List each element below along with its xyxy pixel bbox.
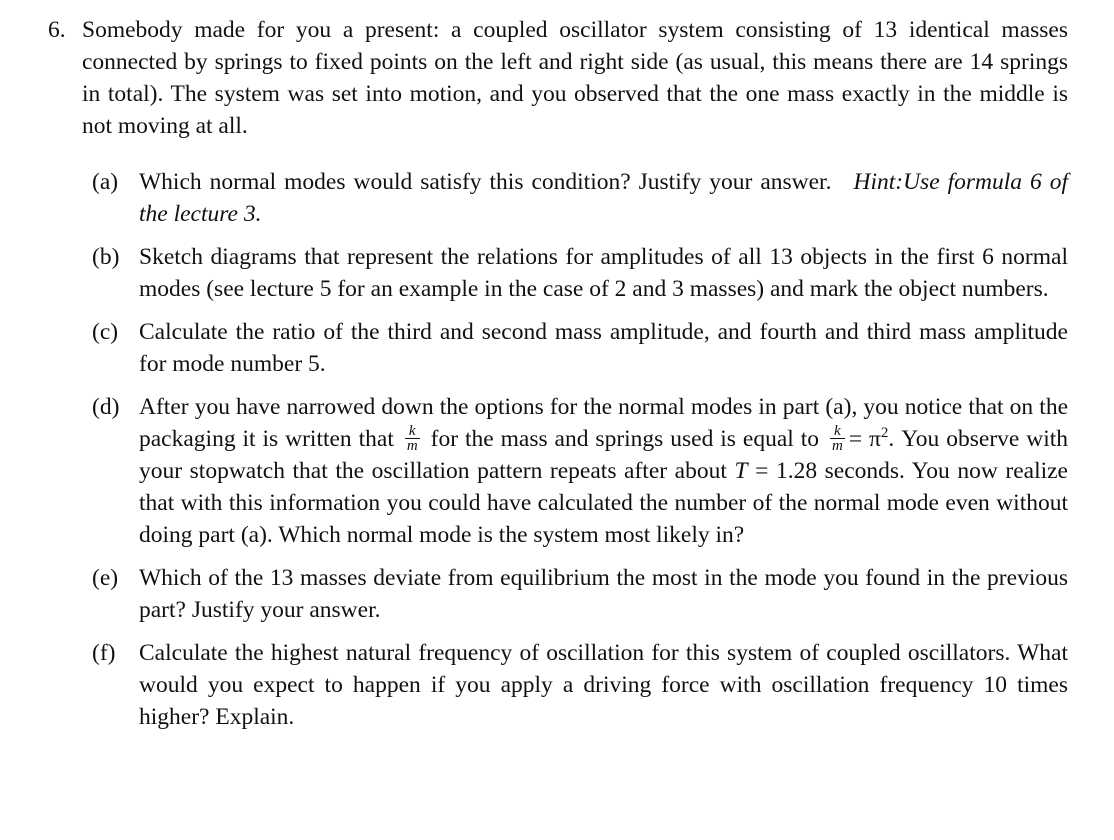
- k-over-m-fraction-2: [830, 424, 845, 453]
- part-d-text-3: . You observe with your stopwatch that the oscillation pattern repeats after about: [139, 426, 1069, 485]
- period-symbol: T: [734, 458, 748, 485]
- part-c: [92, 316, 1068, 380]
- fraction-denominator-2: m: [831, 438, 843, 455]
- part-e: [92, 562, 1068, 626]
- part-c-text: Calculate the ratio of the third and second mass amplitude, and fourth and third mass amplitude for mode number 5.: [139, 319, 1068, 377]
- fraction-denominator: m: [406, 438, 418, 455]
- problem-text: Somebody made for you a present: a coupled oscillator system consisting of 13 identical masses connected by springs to fixed points on the left and right side (as usual, this means there are 14 springs in total). The system was set into motion, and you observed that the one mass exactly in the middle is not moving at all.: [82, 17, 1068, 139]
- part-f-label: (f): [92, 640, 116, 667]
- period-value: = 1.28 seconds.: [755, 458, 905, 485]
- part-b-text: Sketch diagrams that represent the relations for amplitudes of all 13 objects in the first 6 normal modes (see lecture 5 for an example in the case of 2 and 3 masses) and mark the object numbers.: [139, 244, 1068, 302]
- part-f: [92, 637, 1068, 733]
- problem-parts: [92, 166, 1068, 744]
- part-c-label: (c): [92, 319, 119, 345]
- equation-rhs: = π: [848, 426, 881, 452]
- problem-statement: [48, 14, 1068, 142]
- part-b-label: (b): [92, 244, 120, 270]
- part-e-text: Which of the 13 masses deviate from equilibrium the most in the mode you found in the previous part? Justify your answer.: [139, 565, 1068, 624]
- part-b: [92, 241, 1068, 305]
- fraction-numerator-2: k: [830, 424, 845, 439]
- part-d-text-1: After you have narrowed down the options for the normal modes in part (a), you notice that on the packaging it is written that: [139, 394, 1068, 452]
- part-d-text-4: You now realize that with this information you could have calculated the number of the normal mode even without doing part (a). Which normal mode is the system most likely in?: [139, 458, 1068, 549]
- part-a-label: (a): [92, 169, 119, 195]
- part-f-text: Calculate the highest natural frequency of oscillation for this system of coupled oscillators. What would you expect to happen if you apply a driving force with oscillation frequency 10 times higher? Explain.: [139, 640, 1068, 731]
- part-e-label: (e): [92, 565, 119, 592]
- problem-number: 6.: [48, 17, 66, 43]
- part-a-text: Which normal modes would satisfy this condition? Justify your answer.: [139, 169, 832, 195]
- part-d-label: (d): [92, 394, 120, 420]
- part-a: [92, 166, 1068, 230]
- pi-exponent: 2: [880, 425, 889, 442]
- part-a-hint: Hint:Use formula 6 of the lecture 3.: [139, 169, 1068, 227]
- k-over-m-fraction: [405, 424, 420, 453]
- fraction-numerator: k: [405, 424, 420, 439]
- part-d: [92, 391, 1068, 551]
- part-d-text-2: for the mass and springs used is equal to: [430, 426, 820, 452]
